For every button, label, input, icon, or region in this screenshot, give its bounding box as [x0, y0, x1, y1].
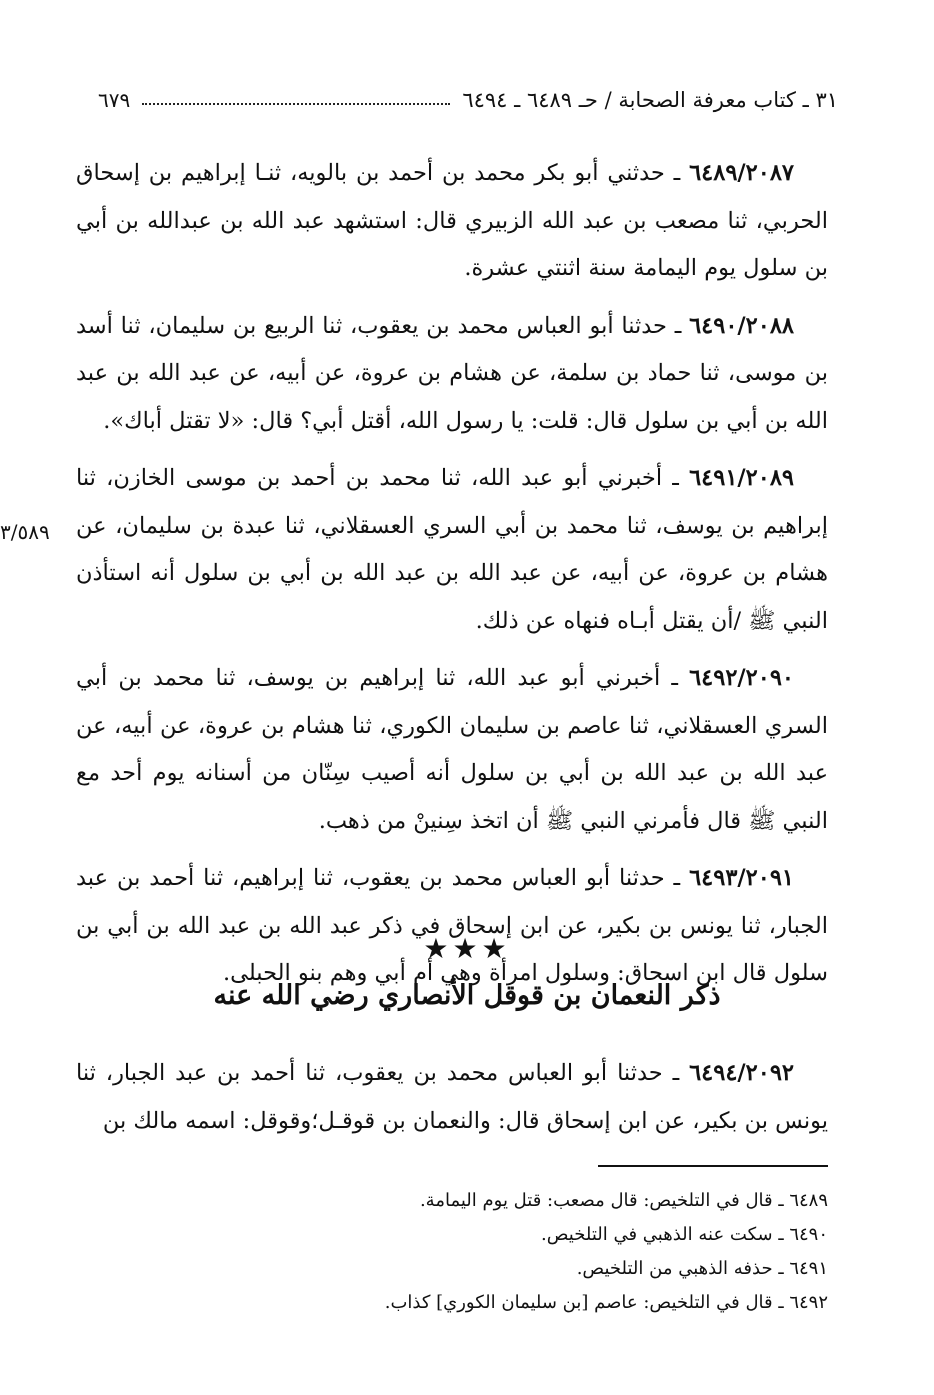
hadith-number: ٦٤٨٩/٢٠٨٧: [689, 160, 794, 186]
page-number: ٦٧٩: [98, 88, 131, 112]
hadith-paragraph: [76, 150, 828, 293]
hadith-text: ـ أخبرني أبو عبد الله، ثنا إبراهيم بن يوسف، ثنا محمد بن أبي السري العسقلاني، ثنا عاصم بن سليمان الكوري، ثنا هشام بن عروة، عن أبيه، عن عبد الله بن عبد الله بن أبي بن سلول أنه أصيب سِنّان من أسنانه يوم أحد مع النبي ﷺ قال فأمرني النبي ﷺ أن اتخذ سِنينْ من ذهب.: [76, 665, 828, 834]
hadith-paragraph: [76, 455, 828, 645]
hadith-number: ٦٤٩٤/٢٠٩٢: [689, 1060, 794, 1086]
hadith-text: ـ حدثنا أبو العباس محمد بن يعقوب، ثنا الربيع بن سليمان، ثنا أسد بن موسى، ثنا حماد بن سلمة، عن هشام بن عروة، عن أبيه، عن عبد الله بن عبد الله بن أبي بن سلول قال: قلت: يا رسول الله، أقتل أبي؟ قال: «لا تقتل أباك».: [76, 312, 828, 434]
section-title: ذكر النعمان بن قوقل الأنصاري رضي الله عنه: [213, 980, 721, 1011]
footnote: ٦٤٩٠ ـ سكت عنه الذهبي في التلخيص.: [541, 1224, 828, 1245]
hadith-number: ٦٤٩٢/٢٠٩٠: [689, 665, 794, 691]
hadith-paragraph: [76, 855, 828, 998]
running-header: [98, 82, 838, 118]
margin-page-reference: ٣/٥٨٩: [0, 520, 50, 544]
hadith-number: ٦٤٩٣/٢٠٩١: [689, 865, 794, 891]
hadith-number: ٦٤٩٠/٢٠٨٨: [689, 312, 794, 339]
footnotes: [76, 1184, 828, 1320]
hadith-paragraph: [76, 303, 828, 446]
hadith-text: ـ حدثنا أبو العباس محمد بن يعقوب، ثنا أحمد بن عبد الجبار، ثنا يونس بن بكير، عن ابن إسحاق قال: والنعمان بن قوقـل؛وقوقل: اسمه مالك بن: [76, 1060, 828, 1134]
hadith-paragraph: [76, 1050, 828, 1145]
footnote: ٦٤٨٩ ـ قال في التلخيص: قال مصعب: قتل يوم اليمامة.: [419, 1190, 828, 1211]
section-separator: ★★★: [423, 932, 511, 965]
hadith-text: ـ أخبرني أبو عبد الله، ثنا محمد بن أحمد بن موسى الخازن، ثنا إبراهيم بن يوسف، ثنا محمد بن أبي السري العسقلاني، ثنا عبدة بن سليمان، عن هشام بن عروة، عن أبيه، عن عبد الله بن عبد الله بن أبي بن سلول أنه استأذن النبي ﷺ /أن يقتل أبـاه فنهاه عن ذلك.: [76, 465, 828, 634]
header-dot-leader: [142, 103, 450, 105]
hadith-text: ـ حدثني أبو بكر محمد بن أحمد بن بالويه، ثنـا إبراهيم بن إسحاق الحربي، ثنا مصعب بن عبد الله الزبيري قال: استشهد عبد الله بن عبدالله بن أبي بن سلول يوم اليمامة سنة اثنتي عشرة.: [76, 160, 828, 281]
footnote-divider: [598, 1165, 828, 1167]
hadith-text: ـ حدثنا أبو العباس محمد بن يعقوب، ثنا إبراهيم، ثنا أحمد بن عبد الجبار، ثنا يونس بن بكير، عن ابن إسحاق في ذكر عبد الله بن عبد الله بن أبي بن سلول قال ابن اسحاق: وسلول امرأة وهي أم أبي وهم بنو الحبلى.: [76, 865, 828, 986]
main-text: [76, 150, 828, 1008]
hadith-paragraph: [76, 655, 828, 845]
header-title: ٣١ ـ كتاب معرفة الصحابة / حـ ٦٤٨٩ ـ ٦٤٩٤: [462, 88, 838, 112]
hadith-number: ٦٤٩١/٢٠٨٩: [689, 465, 794, 491]
section-text: [76, 1050, 828, 1155]
footnote: ٦٤٩٢ ـ قال في التلخيص: عاصم [بن سليمان الكوري] كذاب.: [384, 1292, 828, 1313]
footnote: ٦٤٩١ ـ حذفه الذهبي من التلخيص.: [576, 1258, 828, 1279]
